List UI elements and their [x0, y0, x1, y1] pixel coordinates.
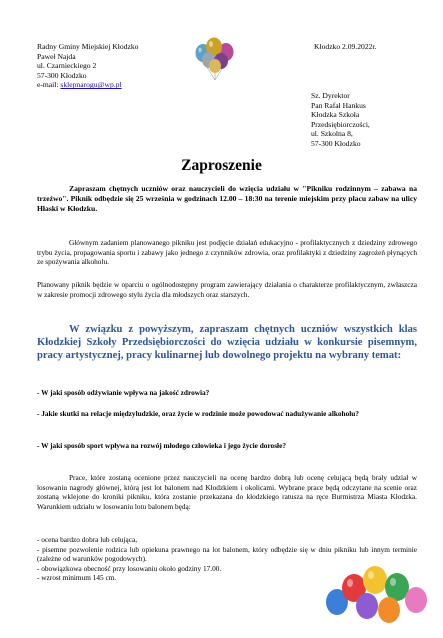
balloon-cluster: [326, 566, 427, 623]
recipient-address: [311, 91, 421, 149]
recipient-line: Przedsiębiorczości,: [311, 119, 370, 129]
recipient-line: Kłodzka Szkoła: [311, 110, 360, 120]
body-paragraph-program: Planowany piknik będzie w oparciu o ogólnodostępny program zawierający działania o charakterze profilaktycznym, zwłaszcza w zakresie promocji zdrowego stylu życia dla młodszych oraz starszych.: [37, 280, 417, 299]
recipient-line: ul. Szkolna 8,: [311, 129, 353, 139]
recipient-line: Pan Rafał Hankus: [311, 100, 366, 110]
recipient-line: Sz. Dyrektor: [311, 91, 350, 100]
contest-invitation-highlight: W związku z powyższym, zapraszam chętnych uczniów wszystkich klas Kłodzkiej Szkoły Przedsiębiorczości do wzięcia udziału w konkursie pisemnym, pracy artystycznej, pracy kulinarnej lub dowolnego projektu na wybrany temat:: [37, 324, 417, 361]
letter-date: Kłodzko 2.09.2022r.: [314, 42, 377, 51]
sender-line: ul. Czarnieckiego 2: [37, 61, 97, 71]
sender-line: Paweł Najda: [37, 51, 76, 61]
email-label: e-mail:: [37, 80, 61, 90]
balloon-cluster: [196, 38, 234, 81]
condition-item: - pisemne pozwolenie rodzica lub opiekuna prawnego na lot balonem, który odbędzie się w dniu pikniku lub innym terminie (zależne od warunków pogodowych).: [37, 544, 417, 564]
recipient-line: 57-300 Kłodzko: [311, 138, 361, 148]
intro-paragraph: Zapraszam chętnych uczniów oraz nauczycieli do wzięcia udziału w "Pikniku rodzinnym – zabawa na trzeźwo". Piknik odbędzie się 25 września w godzinach 12.00 – 18:30 na terenie miejskim przy placu zabaw na ulicy Hłaski w Kłodzku.: [37, 184, 417, 213]
body-paragraph-prize: Prace, które zostaną ocenione przez nauczycieli na ocenę bardzo dobrą lub ocenę celującą będą brały udział w losowaniu nagrody głównej, którą jest lot balonem nad Kłodzkiem i okolicami. Wybrane prace będą odczytane na scenie oraz zostaną wklejone do kroniki pikniku, która zostanie przekazana do kłodzkiego ratusza na ręce Burmistrza Miasta Kłodzka. Warunkiem udziału w losowaniu lotu balonem będą:: [37, 473, 417, 511]
condition-item: - ocena bardzo dobra lub celująca,: [37, 535, 138, 544]
condition-item: - obowiązkowa obecność przy losowaniu około godziny 17.00.: [37, 563, 222, 573]
contest-topic: - Jakie skutki na relacje międzyludzkie, oraz życie w rodzinie może powodować nadużywanie alkoholu?: [37, 409, 359, 418]
contest-topic: - W jaki sposób odżywianie wpływa na jakość zdrowia?: [37, 388, 210, 397]
sender-line: 57-300 Kłodzko: [37, 70, 87, 80]
email-link[interactable]: sklepnarogu@wp.pl: [60, 80, 122, 90]
letter-title: Zaproszenie: [181, 157, 262, 174]
condition-item: - wzrost minimum 145 cm.: [37, 573, 117, 583]
sender-address: [37, 42, 187, 90]
contest-topic: - W jaki sposób sport wpływa na rozwój młodego człowieka i jego życie dorosłe?: [37, 441, 286, 450]
balloons-illustration-bottom: [323, 562, 431, 634]
balloons-illustration-top: [188, 33, 242, 81]
body-paragraph-goals: Głównym zadaniem planowanego pikniku jest podjęcie działań edukacyjno - profilaktycznych z dziedziny zdrowego trybu życia, propagowania sportu i zabawy jako jednego z czynników zdrowia, oraz profilaktyki z dziedziny zagrożeń płynących ze spożywania alkoholu.: [37, 238, 417, 267]
sender-email-line: [37, 80, 187, 90]
sender-line: Radny Gminy Miejskiej Kłodzko: [37, 42, 139, 51]
